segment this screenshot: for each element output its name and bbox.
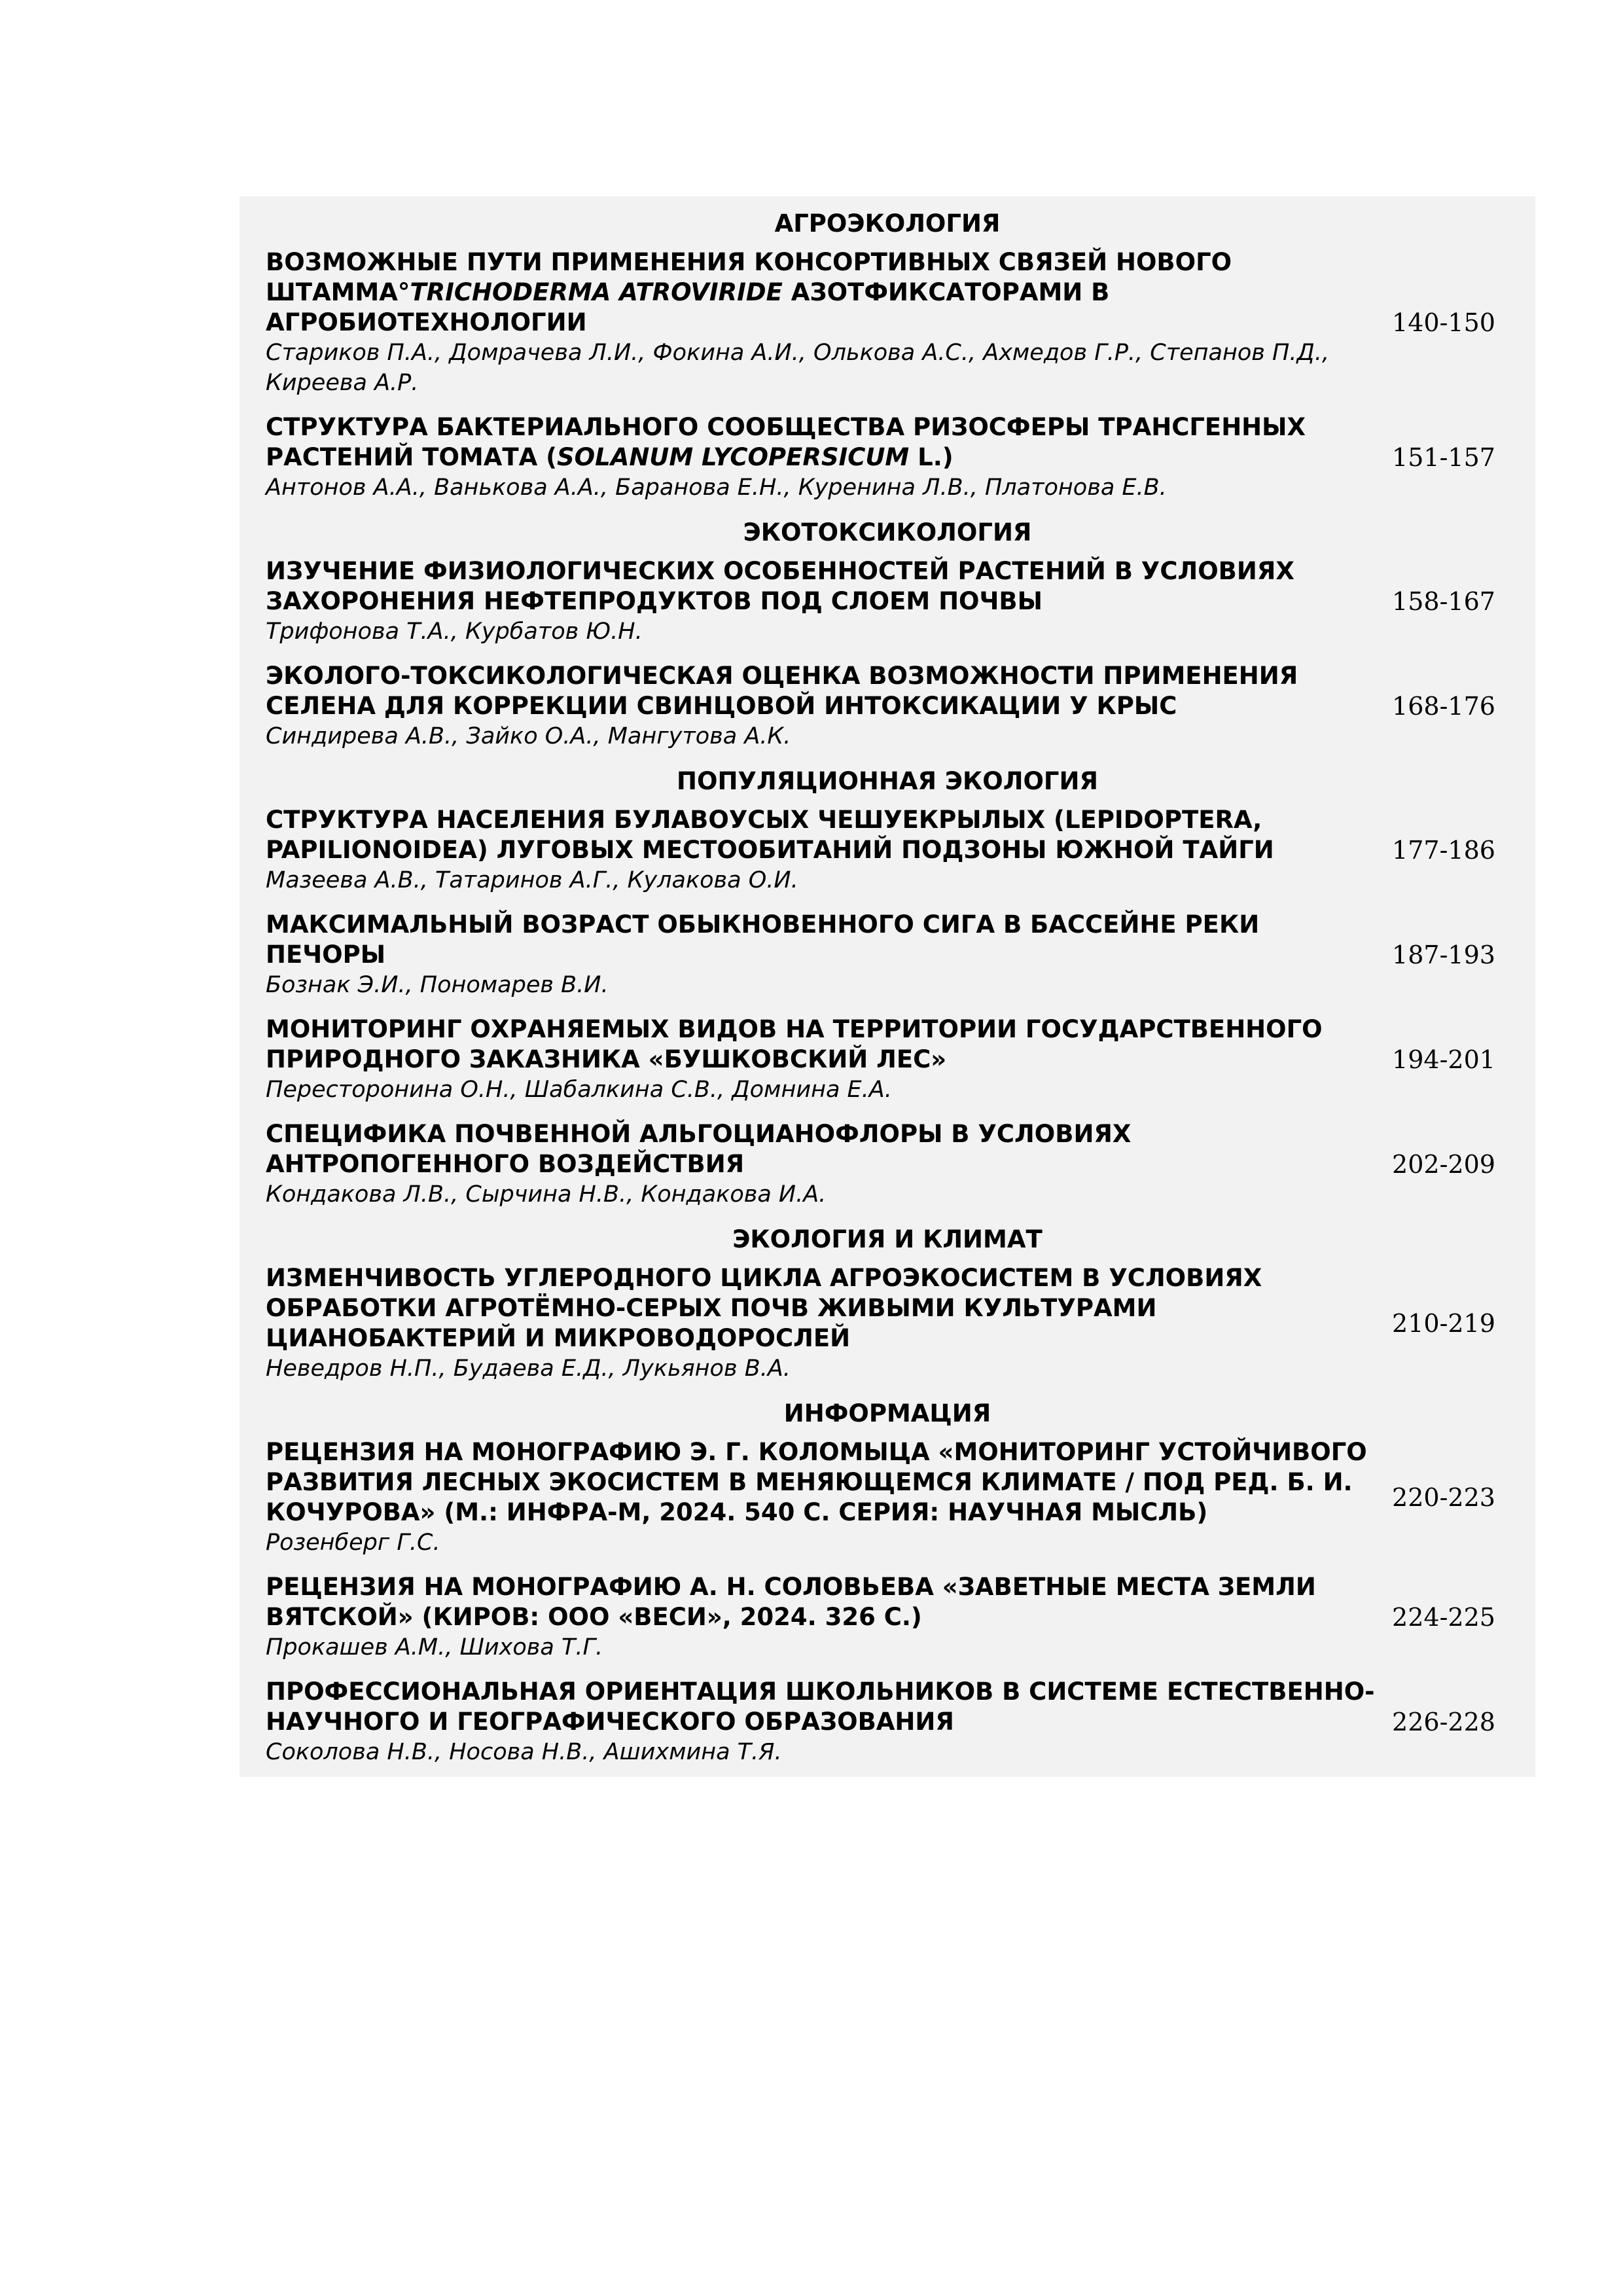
toc-entry (266, 247, 1509, 398)
title-part: L.) (909, 443, 954, 471)
toc-entry (266, 661, 1509, 751)
article-title (266, 910, 1378, 970)
article-authors: Прокашев А.М., Шихова Т.Г. (266, 1634, 603, 1660)
entry-text (266, 1572, 1378, 1662)
page-range: 224-225 (1392, 1603, 1495, 1632)
article-title (266, 805, 1378, 865)
title-part: РЕЦЕНЗИЯ НА МОНОГРАФИЮ А. Н. СОЛОВЬЕВА «ЗАВЕТНЫЕ МЕСТА ЗЕМЛИ ВЯТСКОЙ» (КИРОВ: ООО «ВЕСИ», 2024. 326 С.) (266, 1573, 1316, 1631)
page-range: 140-150 (1392, 308, 1495, 337)
title-part: МОНИТОРИНГ ОХРАНЯЕМЫХ ВИДОВ НА ТЕРРИТОРИИ ГОСУДАРСТВЕННОГО ПРИРОДНОГО ЗАКАЗНИКА «БУШКОВСКИЙ ЛЕС» (266, 1015, 1323, 1073)
page-range: 202-209 (1392, 1150, 1495, 1179)
title-part: ВОЗМОЖНЫЕ ПУТИ ПРИМЕНЕНИЯ КОНСОРТИВНЫХ СВЯЗЕЙ НОВОГО ШТАММА° (266, 248, 1232, 306)
article-title (266, 247, 1378, 338)
title-part: СПЕЦИФИКА ПОЧВЕННОЙ АЛЬГОЦИАНОФЛОРЫ В УСЛОВИЯХ АНТРОПОГЕННОГО ВОЗДЕЙСТВИЯ (266, 1120, 1132, 1178)
page-range: 158-167 (1392, 587, 1495, 616)
toc-entry (266, 1677, 1509, 1767)
article-authors: Розенберг Г.С. (266, 1530, 440, 1556)
toc-rows (266, 208, 1509, 1782)
article-title (266, 1119, 1378, 1179)
section-heading: ПОПУЛЯЦИОННАЯ ЭКОЛОГИЯ (677, 767, 1098, 795)
page-range: 210-219 (1392, 1309, 1495, 1338)
title-part: ИЗМЕНЧИВОСТЬ УГЛЕРОДНОГО ЦИКЛА АГРОЭКОСИСТЕМ В УСЛОВИЯХ ОБРАБОТКИ АГРОТЁМНО-СЕРЫХ ПОЧВ ЖИВЫМИ КУЛЬТУРАМИ ЦИАНОБАКТЕРИЙ И МИКРОВОДОРОСЛЕЙ (266, 1264, 1262, 1352)
section-heading: ЭКОТОКСИКОЛОГИЯ (743, 518, 1032, 547)
article-title (266, 1263, 1378, 1354)
page-range: 151-157 (1392, 443, 1495, 472)
title-part: СТРУКТУРА НАСЕЛЕНИЯ БУЛАВОУСЫХ ЧЕШУЕКРЫЛЫХ (LEPIDOPTERA, PAPILIONOIDEA) ЛУГОВЫХ МЕСТООБИТАНИЙ ПОДЗОНЫ ЮЖНОЙ ТАЙГИ (266, 806, 1274, 864)
article-authors: Пересторонина О.Н., Шабалкина С.В., Домнина Е.А. (266, 1077, 892, 1103)
toc-entry (266, 1014, 1509, 1105)
table-of-contents (240, 196, 1535, 1777)
title-part: МАКСИМАЛЬНЫЙ ВОЗРАСТ ОБЫКНОВЕННОГО СИГА В БАССЕЙНЕ РЕКИ ПЕЧОРЫ (266, 910, 1260, 969)
page-range: 226-228 (1392, 1708, 1495, 1736)
toc-entry (266, 556, 1509, 647)
section-heading: АГРОЭКОЛОГИЯ (774, 209, 1001, 238)
title-part: СТРУКТУРА БАКТЕРИАЛЬНОГО СООБЩЕСТВА РИЗОСФЕРЫ ТРАНСГЕННЫХ РАСТЕНИЙ ТОМАТА ( (266, 413, 1306, 471)
entry-text (266, 412, 1378, 503)
entry-text (266, 247, 1378, 398)
entry-text (266, 661, 1378, 751)
section-heading: ЭКОЛОГИЯ И КЛИМАТ (732, 1225, 1043, 1253)
entry-text (266, 1014, 1378, 1105)
article-title (266, 661, 1378, 721)
toc-entry (266, 1119, 1509, 1210)
toc-entry (266, 1437, 1509, 1558)
page-range: 187-193 (1392, 941, 1495, 969)
title-part: ИЗУЧЕНИЕ ФИЗИОЛОГИЧЕСКИХ ОСОБЕННОСТЕЙ РАСТЕНИЙ В УСЛОВИЯХ ЗАХОРОНЕНИЯ НЕФТЕПРОДУКТОВ ПОД СЛОЕМ ПОЧВЫ (266, 557, 1294, 615)
toc-entry (266, 1572, 1509, 1662)
article-authors: Кондакова Л.В., Сырчина Н.В., Кондакова И.А. (266, 1181, 827, 1208)
article-title (266, 556, 1378, 617)
title-part: ПРОФЕССИОНАЛЬНАЯ ОРИЕНТАЦИЯ ШКОЛЬНИКОВ В СИСТЕМЕ ЕСТЕСТВЕННО-НАУЧНОГО И ГЕОГРАФИЧЕСКОГО ОБРАЗОВАНИЯ (266, 1677, 1375, 1736)
article-authors: Соколова Н.В., Носова Н.В., Ашихмина Т.Я. (266, 1739, 782, 1765)
entry-text (266, 805, 1378, 895)
page-range: 177-186 (1392, 836, 1495, 865)
article-authors: Антонов А.А., Ванькова А.А., Баранова Е.Н., Куренина Л.В., Платонова Е.В. (266, 475, 1167, 501)
article-authors: Трифонова Т.А., Курбатов Ю.Н. (266, 619, 643, 645)
page-range: 220-223 (1392, 1483, 1495, 1512)
entry-text (266, 910, 1378, 1000)
title-italic-part: SOLANUM LYCOPERSICUM (557, 443, 910, 471)
article-title (266, 1677, 1378, 1737)
entry-text (266, 556, 1378, 647)
article-authors: Стариков П.А., Домрачева Л.И., Фокина А.И., Олькова А.С., Ахмедов Г.Р., Степанов П.Д., Киреева А.Р. (266, 340, 1330, 396)
article-authors: Синдирева А.В., Зайко О.А., Мангутова А.К. (266, 723, 791, 749)
article-title (266, 1437, 1378, 1528)
title-part: ЭКОЛОГО-ТОКСИКОЛОГИЧЕСКАЯ ОЦЕНКА ВОЗМОЖНОСТИ ПРИМЕНЕНИЯ СЕЛЕНА ДЛЯ КОРРЕКЦИИ СВИНЦОВОЙ ИНТОКСИКАЦИИ У КРЫС (266, 662, 1298, 720)
article-authors: Неведров Н.П., Будаева Е.Д., Лукьянов В.А. (266, 1355, 791, 1382)
title-part: АЗОТФИКСАТОРАМИ В АГРОБИОТЕХНОЛОГИИ (266, 278, 1110, 336)
page-range: 168-176 (1392, 692, 1495, 721)
section-heading: ИНФОРМАЦИЯ (783, 1399, 991, 1427)
entry-text (266, 1119, 1378, 1210)
article-title (266, 412, 1378, 473)
toc-entry (266, 412, 1509, 503)
article-title (266, 1014, 1378, 1075)
entry-text (266, 1437, 1378, 1558)
toc-entry (266, 910, 1509, 1000)
toc-entry (266, 805, 1509, 895)
article-title (266, 1572, 1378, 1632)
entry-text (266, 1263, 1378, 1384)
title-part: РЕЦЕНЗИЯ НА МОНОГРАФИЮ Э. Г. КОЛОМЫЦА «МОНИТОРИНГ УСТОЙЧИВОГО РАЗВИТИЯ ЛЕСНЫХ ЭКОСИСТЕМ В МЕНЯЮЩЕМСЯ КЛИМАТЕ / ПОД РЕД. Б. И. КОЧУРОВА» (М.: ИНФРА-М, 2024. 540 С. СЕРИЯ: НАУЧНАЯ МЫСЛЬ) (266, 1438, 1367, 1526)
page-range: 194-201 (1392, 1045, 1495, 1074)
article-authors: Бознак Э.И., Пономарев В.И. (266, 972, 609, 998)
entry-text (266, 1677, 1378, 1767)
article-authors: Мазеева А.В., Татаринов А.Г., Кулакова О.И. (266, 867, 798, 893)
title-italic-part: TRICHODERMA ATROVIRIDE (410, 278, 783, 306)
toc-entry (266, 1263, 1509, 1384)
